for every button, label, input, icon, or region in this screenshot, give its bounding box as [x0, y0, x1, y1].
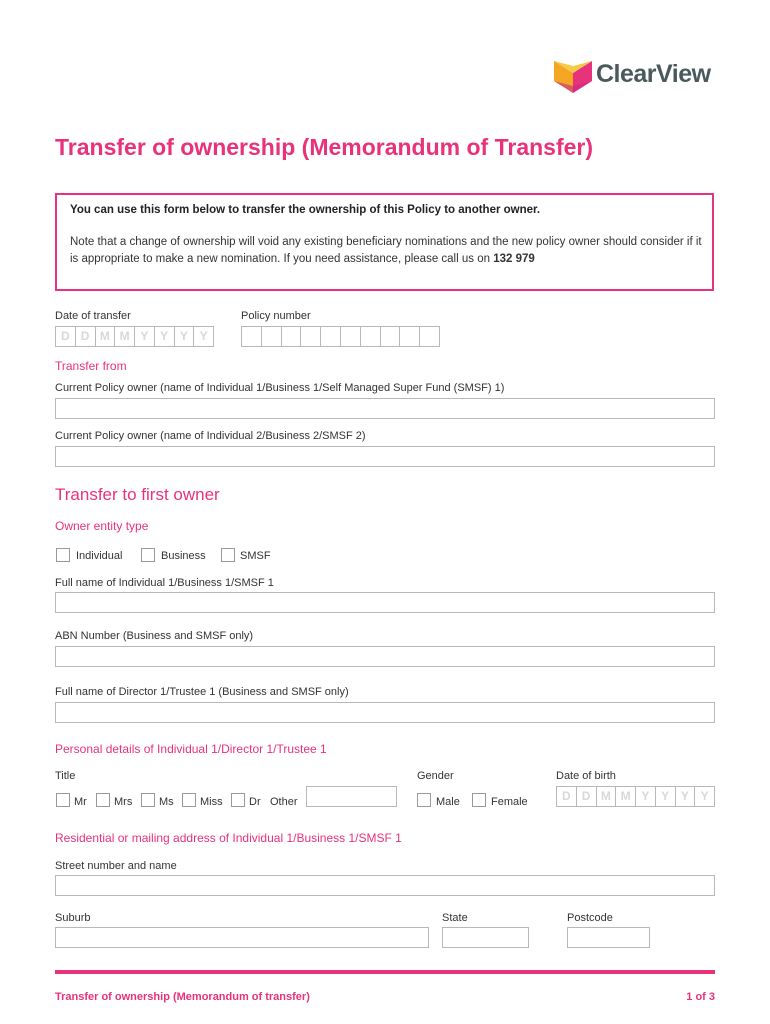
- clearview-logo-icon: [554, 61, 592, 93]
- date-of-transfer-field[interactable]: D D M M Y Y Y Y: [55, 326, 214, 347]
- date-of-transfer-label: Date of transfer: [55, 310, 131, 322]
- transfer-from-heading: Transfer from: [55, 359, 127, 373]
- abn-field[interactable]: [55, 646, 715, 667]
- notice-bold: You can use this form below to transfer the ownership of this Policy to another owner.: [70, 204, 541, 216]
- current-owner-1-label: Current Policy owner (name of Individual 1/Business 1/Self Managed Super Fund (SMSF) 1): [55, 382, 505, 394]
- business-label: Business: [161, 550, 206, 562]
- mr-label: Mr: [74, 796, 87, 808]
- page-title: Transfer of ownership (Memorandum of Transfer): [55, 134, 594, 160]
- miss-checkbox[interactable]: [182, 793, 196, 807]
- suburb-label: Suburb: [55, 912, 91, 924]
- footer-divider: [55, 970, 715, 974]
- policy-number-label: Policy number: [241, 310, 311, 322]
- street-label: Street number and name: [55, 860, 177, 872]
- director-name-label: Full name of Director 1/Trustee 1 (Business and SMSF only): [55, 686, 349, 698]
- director-name-field[interactable]: [55, 702, 715, 723]
- address-heading: Residential or mailing address of Individual 1/Business 1/SMSF 1: [55, 831, 402, 845]
- male-label: Male: [436, 796, 460, 808]
- postcode-label: Postcode: [567, 912, 613, 924]
- brand-name: ClearView: [596, 60, 711, 88]
- abn-label: ABN Number (Business and SMSF only): [55, 630, 254, 642]
- dr-checkbox[interactable]: [231, 793, 245, 807]
- miss-label: Miss: [200, 796, 223, 808]
- phone-number: 132 979: [493, 253, 535, 265]
- street-field[interactable]: [55, 875, 715, 896]
- other-label: Other: [270, 796, 298, 808]
- full-name-label: Full name of Individual 1/Business 1/SMSF 1: [55, 577, 274, 589]
- smsf-checkbox[interactable]: [221, 548, 235, 562]
- dob-label: Date of birth: [556, 770, 616, 782]
- title-label: Title: [55, 770, 76, 782]
- mrs-label: Mrs: [114, 796, 133, 808]
- male-checkbox[interactable]: [417, 793, 431, 807]
- entity-type-heading: Owner entity type: [55, 519, 149, 533]
- first-owner-heading: Transfer to first owner: [55, 485, 220, 504]
- individual-checkbox[interactable]: [56, 548, 70, 562]
- female-checkbox[interactable]: [472, 793, 486, 807]
- suburb-field[interactable]: [55, 927, 429, 948]
- footer-title: Transfer of ownership (Memorandum of transfer): [55, 991, 310, 1003]
- individual-label: Individual: [76, 550, 123, 562]
- state-label: State: [442, 912, 468, 924]
- personal-details-heading: Personal details of Individual 1/Director 1/Trustee 1: [55, 742, 327, 756]
- current-owner-2-field[interactable]: [55, 446, 715, 467]
- state-field[interactable]: [442, 927, 529, 948]
- mr-checkbox[interactable]: [56, 793, 70, 807]
- other-title-field[interactable]: [306, 786, 397, 807]
- notice-box: [55, 193, 714, 291]
- full-name-field[interactable]: [55, 592, 715, 613]
- page-number: 1 of 3: [686, 991, 715, 1003]
- dr-label: Dr: [249, 796, 261, 808]
- current-owner-1-field[interactable]: [55, 398, 715, 419]
- postcode-field[interactable]: [567, 927, 650, 948]
- policy-number-field[interactable]: [241, 326, 440, 347]
- dob-field[interactable]: D D M M Y Y Y Y: [556, 786, 715, 807]
- mrs-checkbox[interactable]: [96, 793, 110, 807]
- ms-label: Ms: [159, 796, 174, 808]
- gender-label: Gender: [417, 770, 454, 782]
- ms-checkbox[interactable]: [141, 793, 155, 807]
- notice-body: Note that a change of ownership will void any existing beneficiary nominations and the new policy owner should consider if it is appropriate to make a new nomination. If you need assistance, please call us on 132 979: [70, 236, 702, 265]
- business-checkbox[interactable]: [141, 548, 155, 562]
- current-owner-2-label: Current Policy owner (name of Individual 2/Business 2/SMSF 2): [55, 430, 366, 442]
- female-label: Female: [491, 796, 528, 808]
- smsf-label: SMSF: [240, 550, 271, 562]
